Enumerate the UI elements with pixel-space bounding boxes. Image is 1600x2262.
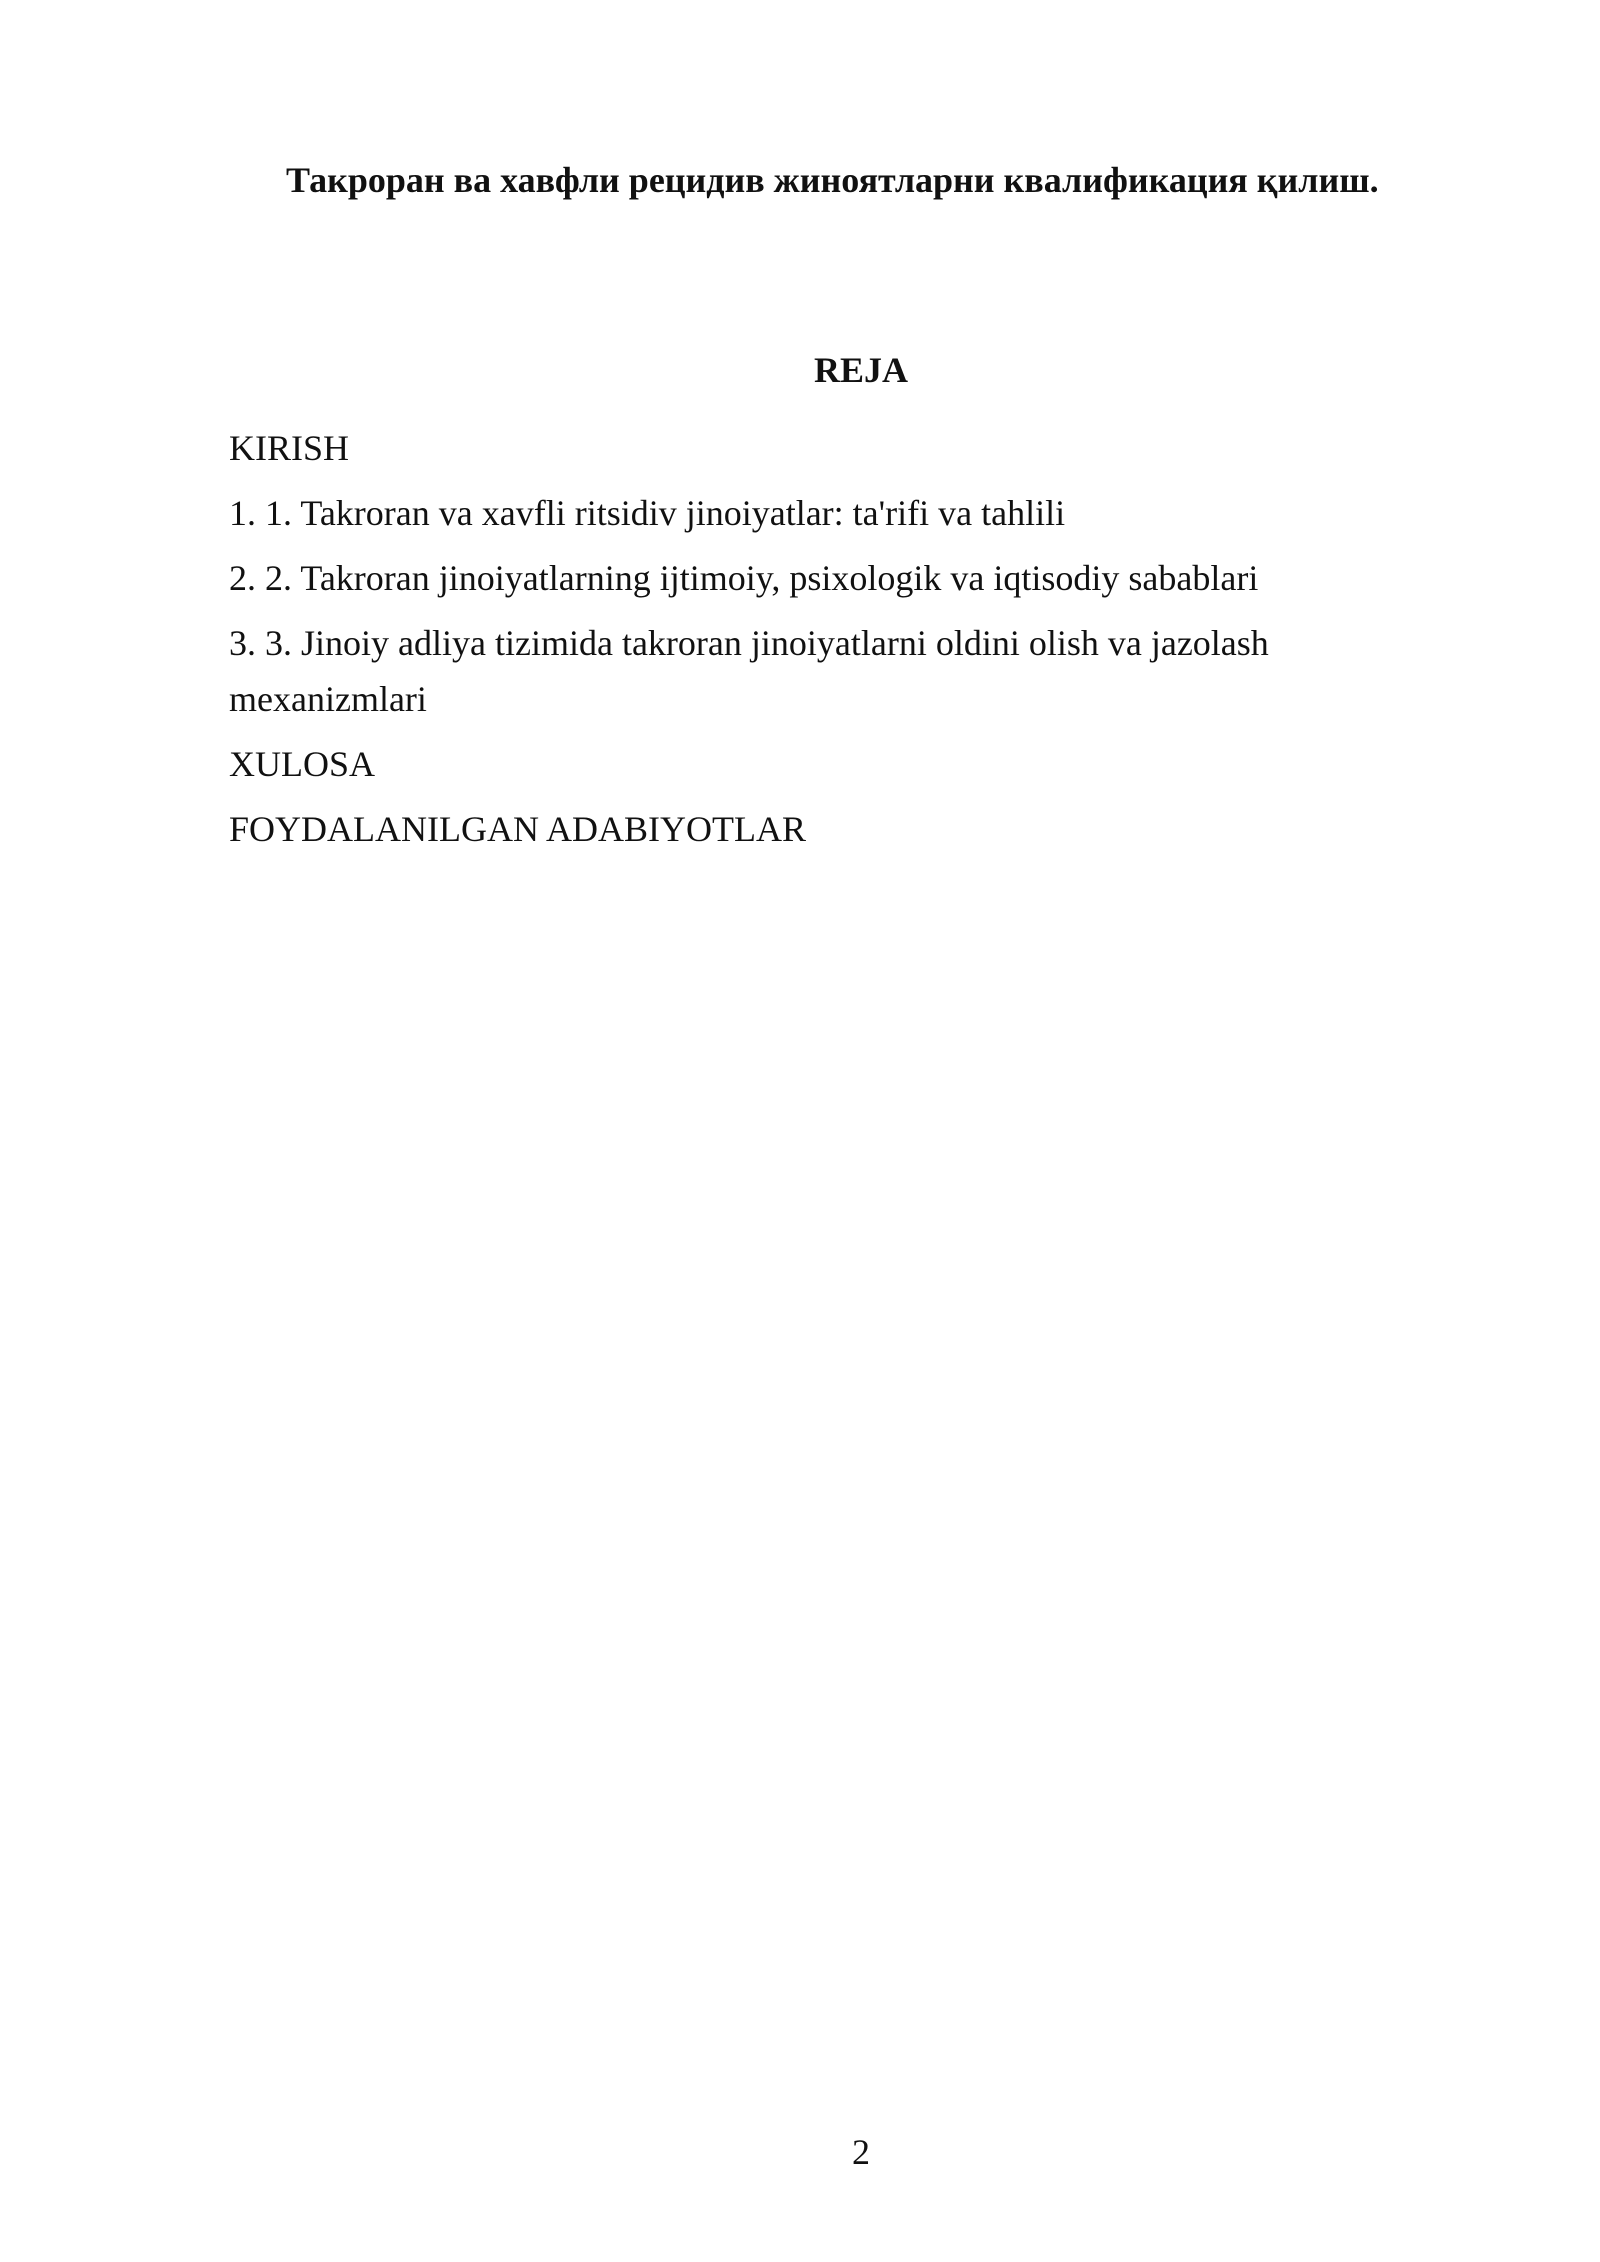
toc-item-chapter-3: 3. 3. Jinoiy adliya tizimida takroran jinoiyatlarni oldini olish va jazolash mexanizmlari — [229, 623, 1269, 719]
toc-item-chapter-1: 1. 1. Takroran va xavfli ritsidiv jinoiyatlar: ta'rifi va tahlili — [229, 493, 1066, 533]
plan-heading: REJA — [813, 350, 908, 390]
toc-item-introduction: KIRISH — [229, 428, 350, 468]
document-title: Такроран ва хавфли рецидив жиноятларни квалификация қилиш. — [286, 160, 1379, 200]
toc-item-chapter-2: 2. 2. Takroran jinoiyatlarning ijtimoiy, psixologik va iqtisodiy sabablari — [229, 558, 1259, 598]
page-number: 2 — [852, 2132, 870, 2172]
toc-item-conclusion: XULOSA — [229, 744, 376, 784]
toc-item-references: FOYDALANILGAN ADABIYOTLAR — [229, 809, 806, 849]
table-of-contents — [229, 420, 1369, 866]
